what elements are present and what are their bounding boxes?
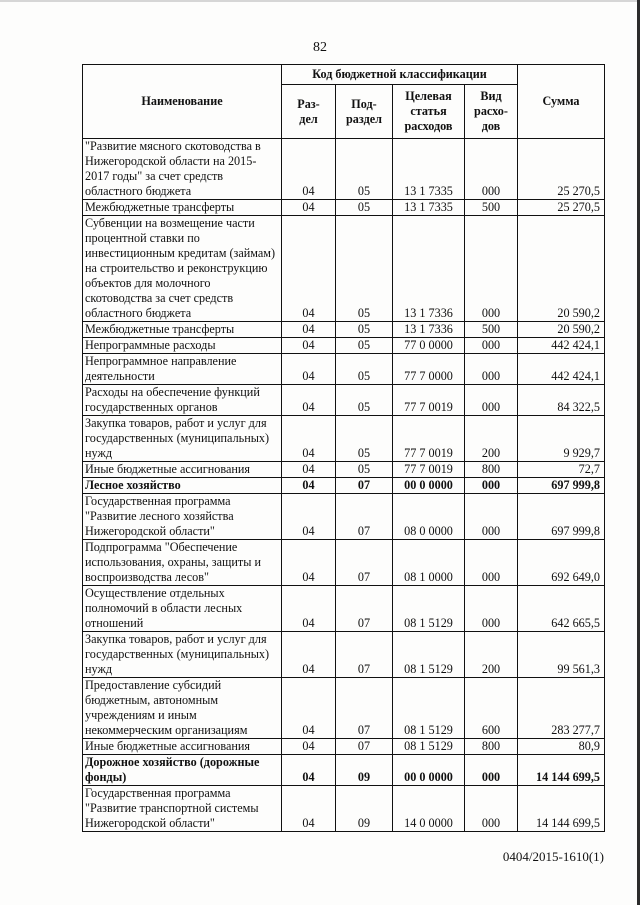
scan-top-edge: [0, 0, 640, 2]
cell-target: 77 0 0000: [393, 338, 465, 354]
cell-target: 13 1 7335: [393, 200, 465, 216]
cell-name: Лесное хозяйство: [83, 478, 282, 494]
document-code: 0404/2015-1610(1): [502, 849, 604, 864]
cell-vid: 500: [465, 322, 518, 338]
cell-name: Межбюджетные трансферты: [83, 322, 282, 338]
cell-sum: 9 929,7: [518, 416, 605, 462]
table-row: [83, 338, 605, 354]
cell-name: Иные бюджетные ассигнования: [83, 462, 282, 478]
cell-razdel: 04: [282, 139, 336, 200]
cell-target: 00 0 0000: [393, 755, 465, 786]
cell-vid: 000: [465, 354, 518, 385]
cell-razdel: 04: [282, 385, 336, 416]
cell-sum: 84 322,5: [518, 385, 605, 416]
cell-target: 13 1 7335: [393, 139, 465, 200]
table-row: [83, 216, 605, 322]
cell-name: Непрограммные расходы: [83, 338, 282, 354]
header-target: Целевая статья расходов: [393, 85, 465, 139]
cell-vid: 000: [465, 385, 518, 416]
cell-target: 13 1 7336: [393, 322, 465, 338]
cell-target: 08 1 5129: [393, 739, 465, 755]
table-row: [83, 494, 605, 540]
table-row: [83, 416, 605, 462]
cell-target: 77 7 0019: [393, 416, 465, 462]
cell-podrazdel: 05: [336, 462, 393, 478]
cell-sum: 697 999,8: [518, 494, 605, 540]
cell-vid: 800: [465, 462, 518, 478]
cell-vid: 500: [465, 200, 518, 216]
cell-sum: 25 270,5: [518, 139, 605, 200]
cell-razdel: 04: [282, 632, 336, 678]
cell-sum: 20 590,2: [518, 322, 605, 338]
cell-podrazdel: 05: [336, 322, 393, 338]
cell-razdel: 04: [282, 216, 336, 322]
cell-target: 08 1 5129: [393, 586, 465, 632]
cell-target: 08 1 0000: [393, 540, 465, 586]
cell-vid: 000: [465, 786, 518, 832]
cell-name: Расходы на обеспечение функций государственных органов: [83, 385, 282, 416]
page-number: 82: [313, 40, 327, 55]
table-row: [83, 540, 605, 586]
cell-sum: 14 144 699,5: [518, 755, 605, 786]
cell-sum: 442 424,1: [518, 354, 605, 385]
cell-razdel: 04: [282, 755, 336, 786]
cell-podrazdel: 09: [336, 755, 393, 786]
cell-name: Дорожное хозяйство (дорожные фонды): [83, 755, 282, 786]
cell-razdel: 04: [282, 462, 336, 478]
cell-target: 13 1 7336: [393, 216, 465, 322]
cell-target: 08 0 0000: [393, 494, 465, 540]
cell-vid: 200: [465, 416, 518, 462]
cell-name: Осуществление отдельных полномочий в области лесных отношений: [83, 586, 282, 632]
table-row: [83, 739, 605, 755]
cell-vid: 800: [465, 739, 518, 755]
table-row: [83, 462, 605, 478]
header-vid: Вид расхо- дов: [465, 85, 518, 139]
cell-podrazdel: 05: [336, 200, 393, 216]
cell-name: Государственная программа "Развитие транспортной системы Нижегородской области": [83, 786, 282, 832]
cell-podrazdel: 05: [336, 338, 393, 354]
cell-podrazdel: 05: [336, 139, 393, 200]
cell-razdel: 04: [282, 739, 336, 755]
table-row: [83, 632, 605, 678]
cell-podrazdel: 07: [336, 739, 393, 755]
table-row: [83, 139, 605, 200]
header-classification-group: Код бюджетной классификации: [282, 65, 518, 85]
cell-podrazdel: 07: [336, 494, 393, 540]
cell-name: Иные бюджетные ассигнования: [83, 739, 282, 755]
table-row: [83, 786, 605, 832]
cell-razdel: 04: [282, 494, 336, 540]
cell-sum: 642 665,5: [518, 586, 605, 632]
cell-podrazdel: 05: [336, 385, 393, 416]
cell-vid: 000: [465, 755, 518, 786]
cell-sum: 72,7: [518, 462, 605, 478]
table-row: [83, 678, 605, 739]
cell-target: 77 7 0019: [393, 462, 465, 478]
table-row: [83, 322, 605, 338]
cell-name: Субвенции на возмещение части процентной ставки по инвестиционным кредитам (займам) на строительство и реконструкцию объектов для молочного скотоводства за счет средств областного бюджета: [83, 216, 282, 322]
cell-name: "Развитие мясного скотоводства в Нижегородской области на 2015-2017 годы" за счет средств областного бюджета: [83, 139, 282, 200]
cell-name: Межбюджетные трансферты: [83, 200, 282, 216]
table-row: [83, 354, 605, 385]
table-row: [83, 755, 605, 786]
header-sum: Сумма: [518, 65, 605, 139]
cell-sum: 692 649,0: [518, 540, 605, 586]
cell-razdel: 04: [282, 586, 336, 632]
header-razdel: Раз- дел: [282, 85, 336, 139]
cell-podrazdel: 07: [336, 632, 393, 678]
cell-name: Непрограммное направление деятельности: [83, 354, 282, 385]
cell-vid: 000: [465, 586, 518, 632]
budget-table: [82, 64, 605, 832]
cell-sum: 442 424,1: [518, 338, 605, 354]
cell-vid: 000: [465, 478, 518, 494]
cell-target: 08 1 5129: [393, 678, 465, 739]
cell-podrazdel: 09: [336, 786, 393, 832]
table-row: [83, 385, 605, 416]
cell-razdel: 04: [282, 354, 336, 385]
cell-vid: 000: [465, 540, 518, 586]
cell-razdel: 04: [282, 678, 336, 739]
cell-name: Государственная программа "Развитие лесного хозяйства Нижегородской области": [83, 494, 282, 540]
table-row: [83, 200, 605, 216]
cell-vid: 000: [465, 338, 518, 354]
cell-podrazdel: 07: [336, 678, 393, 739]
table-row: [83, 586, 605, 632]
cell-name: Предоставление субсидий бюджетным, автономным учреждениям и иным некоммерческим организациям: [83, 678, 282, 739]
cell-podrazdel: 05: [336, 354, 393, 385]
cell-podrazdel: 05: [336, 416, 393, 462]
cell-vid: 000: [465, 216, 518, 322]
cell-target: 00 0 0000: [393, 478, 465, 494]
cell-podrazdel: 07: [336, 586, 393, 632]
cell-vid: 600: [465, 678, 518, 739]
cell-sum: 697 999,8: [518, 478, 605, 494]
cell-podrazdel: 07: [336, 540, 393, 586]
cell-target: 77 7 0019: [393, 385, 465, 416]
cell-razdel: 04: [282, 478, 336, 494]
cell-sum: 20 590,2: [518, 216, 605, 322]
cell-razdel: 04: [282, 540, 336, 586]
cell-razdel: 04: [282, 416, 336, 462]
cell-podrazdel: 07: [336, 478, 393, 494]
cell-sum: 283 277,7: [518, 678, 605, 739]
cell-name: Подпрограмма "Обеспечение использования, охраны, защиты и воспроизводства лесов": [83, 540, 282, 586]
cell-vid: 000: [465, 494, 518, 540]
cell-target: 08 1 5129: [393, 632, 465, 678]
cell-sum: 99 561,3: [518, 632, 605, 678]
cell-razdel: 04: [282, 338, 336, 354]
cell-target: 14 0 0000: [393, 786, 465, 832]
cell-vid: 000: [465, 139, 518, 200]
cell-razdel: 04: [282, 322, 336, 338]
cell-sum: 14 144 699,5: [518, 786, 605, 832]
cell-name: Закупка товаров, работ и услуг для государственных (муниципальных) нужд: [83, 416, 282, 462]
cell-vid: 200: [465, 632, 518, 678]
table-body: [83, 139, 605, 832]
cell-sum: 80,9: [518, 739, 605, 755]
cell-podrazdel: 05: [336, 216, 393, 322]
header-name: Наименование: [83, 65, 282, 139]
cell-sum: 25 270,5: [518, 200, 605, 216]
table-row: [83, 478, 605, 494]
cell-target: 77 7 0000: [393, 354, 465, 385]
header-podrazdel: Под- раздел: [336, 85, 393, 139]
cell-razdel: 04: [282, 200, 336, 216]
cell-razdel: 04: [282, 786, 336, 832]
table-header: [83, 65, 605, 139]
cell-name: Закупка товаров, работ и услуг для государственных (муниципальных) нужд: [83, 632, 282, 678]
